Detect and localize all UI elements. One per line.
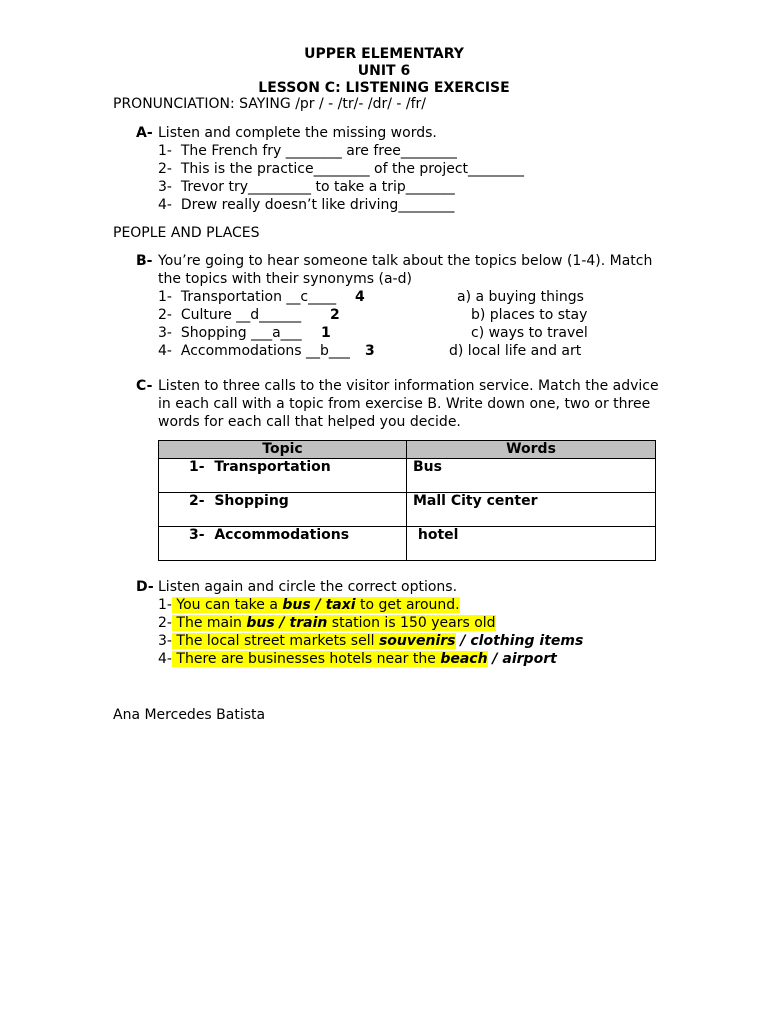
pronunciation-heading: PRONUNCIATION: SAYING /pr / - /tr/- /dr/ - /fr/ (113, 96, 427, 112)
section-b-mark-1: 4 (355, 289, 365, 305)
section-b-instruction-2: the topics with their synonyms (a-d) (158, 271, 412, 287)
section-b-item-2: 2- Culture __d______ (158, 307, 302, 323)
section-a-item-3: 3- Trevor try_________ to take a trip_______ (158, 179, 455, 195)
section-b-mark-4: 3 (365, 343, 375, 359)
section-b-item-1: 1- Transportation __c____ (158, 289, 337, 305)
section-a-item-4: 4- Drew really doesn’t like driving________ (158, 197, 455, 213)
table-cell-topic: 2- Shopping (159, 493, 407, 527)
author-name: Ana Mercedes Batista (113, 707, 266, 723)
section-d-instruction: Listen again and circle the correct options. (158, 579, 458, 595)
section-c-instruction-2: in each call with a topic from exercise B. Write down one, two or three (158, 396, 651, 412)
table-row (159, 527, 656, 561)
section-d-item-2: 2- The main bus / train station is 150 years old (158, 615, 496, 631)
section-b-synonym-a: a) a buying things (457, 289, 584, 305)
table-cell-words: hotel (407, 527, 656, 561)
doc-title-line1: UPPER ELEMENTARY (304, 46, 464, 62)
highlight: The local street markets sell souvenirs (171, 633, 456, 649)
section-b-synonym-b: b) places to stay (471, 307, 588, 323)
table-header-topic: Topic (159, 441, 407, 459)
highlight: The main bus / train station is 150 years old (171, 615, 496, 631)
table-header-row (159, 441, 656, 459)
table-cell-topic: 1- Transportation (159, 459, 407, 493)
table-cell-topic: 3- Accommodations (159, 527, 407, 561)
section-b-mark-2: 2 (330, 307, 340, 323)
section-b-label: B- (136, 253, 153, 269)
doc-title-line2: UNIT 6 (357, 63, 411, 79)
section-c-label: C- (136, 378, 153, 394)
section-c-instruction-3: words for each call that helped you decide. (158, 414, 461, 430)
section-b-item-3: 3- Shopping ___a___ (158, 325, 302, 341)
section-b-instruction-1: You’re going to hear someone talk about the topics below (1-4). Match (158, 253, 653, 269)
section-b-synonym-c: c) ways to travel (471, 325, 588, 341)
section-d-item-1: 1- You can take a bus / taxi to get around. (158, 597, 460, 613)
section-d-label: D- (136, 579, 154, 595)
section-b-synonym-d: d) local life and art (449, 343, 582, 359)
table-row (159, 459, 656, 493)
table-cell-words: Bus (407, 459, 656, 493)
highlight: There are businesses hotels near the beach (171, 651, 488, 667)
section-c-instruction-1: Listen to three calls to the visitor information service. Match the advice (158, 378, 659, 394)
people-places-heading: PEOPLE AND PLACES (113, 225, 260, 241)
section-a-label: A- (136, 125, 153, 141)
table-row (159, 493, 656, 527)
section-a-item-2: 2- This is the practice________ of the project________ (158, 161, 525, 177)
section-d-item-4: 4- There are businesses hotels near the beach / airport (158, 651, 557, 667)
section-a-instruction: Listen and complete the missing words. (158, 125, 437, 141)
topic-words-table (158, 440, 656, 561)
section-b-mark-3: 1 (321, 325, 331, 341)
table-cell-words: Mall City center (407, 493, 656, 527)
doc-title-line3: LESSON C: LISTENING EXERCISE (258, 80, 510, 96)
highlight: You can take a bus / taxi (171, 597, 356, 613)
table-header-words: Words (407, 441, 656, 459)
section-b-item-4: 4- Accommodations __b___ (158, 343, 350, 359)
section-a-item-1: 1- The French fry ________ are free________ (158, 143, 457, 159)
section-d-item-3: 3- The local street markets sell souvenirs / clothing items (158, 633, 584, 649)
